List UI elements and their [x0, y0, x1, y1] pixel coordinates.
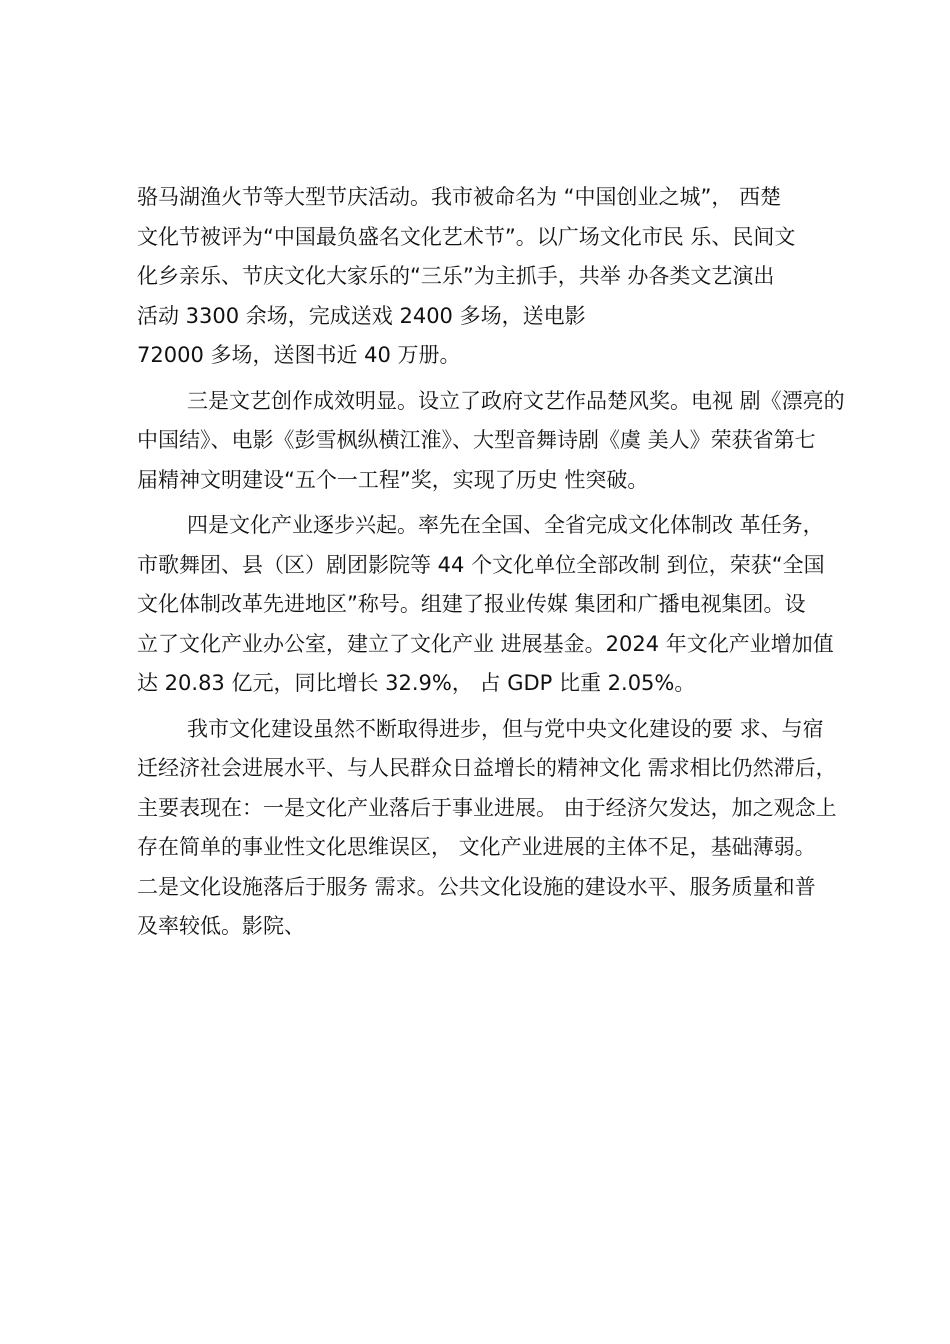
text-line: 四是文化产业逐步兴起。率先在全国、全省完成文化体制改 革任务，: [187, 513, 824, 537]
paragraph-4: [137, 710, 857, 947]
text-line: 我市文化建设虽然不断取得进步，但与党中央文化建设的要 求、与宿: [187, 716, 824, 741]
text-line: 骆马湖渔火节等大型节庆活动。我市被命名为 “中国创业之城”， 西楚: [137, 185, 782, 209]
text-line: 市歌舞团、县（区）剧团影院等 44 个文化单位全部改制 到位，荣获“全国: [137, 552, 825, 577]
text-line: 文化节被评为“中国最负盛名文化艺术节”。以广场文化市民 乐、民间文: [137, 224, 796, 249]
text-line: 活动 3300 余场，完成送戏 2400 多场，送电影: [137, 303, 586, 328]
text-line: 存在简单的事业性文化思维误区， 文化产业进展的主体不足，基础薄弱。: [137, 835, 816, 859]
text-line: 文化体制改革先进地区”称号。组建了报业传媒 集团和广播电视集团。设: [137, 592, 806, 616]
text-line: 迁经济社会进展水平、与人民群众日益增长的精神文化 需求相比仍然滞后，: [137, 756, 837, 780]
paragraph-3: [137, 506, 857, 704]
text-line: 化乡亲乐、节庆文化大家乐的“三乐”为主抓手，共举 办各类文艺演出: [137, 264, 775, 288]
text-line: 中国结》、电影《彭雪枫纵横江淮》、大型音舞诗剧《虞 美人》荣获省第七: [137, 428, 816, 452]
paragraph-2: [137, 382, 857, 501]
text-line: 二是文化设施落后于服务 需求。公共文化设施的建设水平、服务质量和普: [137, 874, 816, 899]
text-line: 及率较低。影院、: [137, 914, 305, 938]
text-line: 达 20.83 亿元，同比增长 32.9%， 占 GDP 比重 2.05%。: [137, 671, 696, 695]
text-line: 三是文艺创作成效明显。设立了政府文艺作品楚风奖。电视 剧《漂亮的: [187, 388, 845, 413]
text-line: 主要表现在：一是文化产业落后于事业进展。 由于经济欠发达，加之观念上: [137, 795, 837, 820]
text-line: 立了文化产业办公室，建立了文化产业 进展基金。2024 年文化产业增加值: [137, 631, 834, 656]
text-line: 届精神文明建设“五个一工程”奖，实现了历史 性突破。: [137, 467, 649, 492]
paragraph-1: [137, 178, 857, 376]
text-line: 72000 多场，送图书近 40 万册。: [137, 343, 461, 367]
body-text: [137, 178, 857, 947]
